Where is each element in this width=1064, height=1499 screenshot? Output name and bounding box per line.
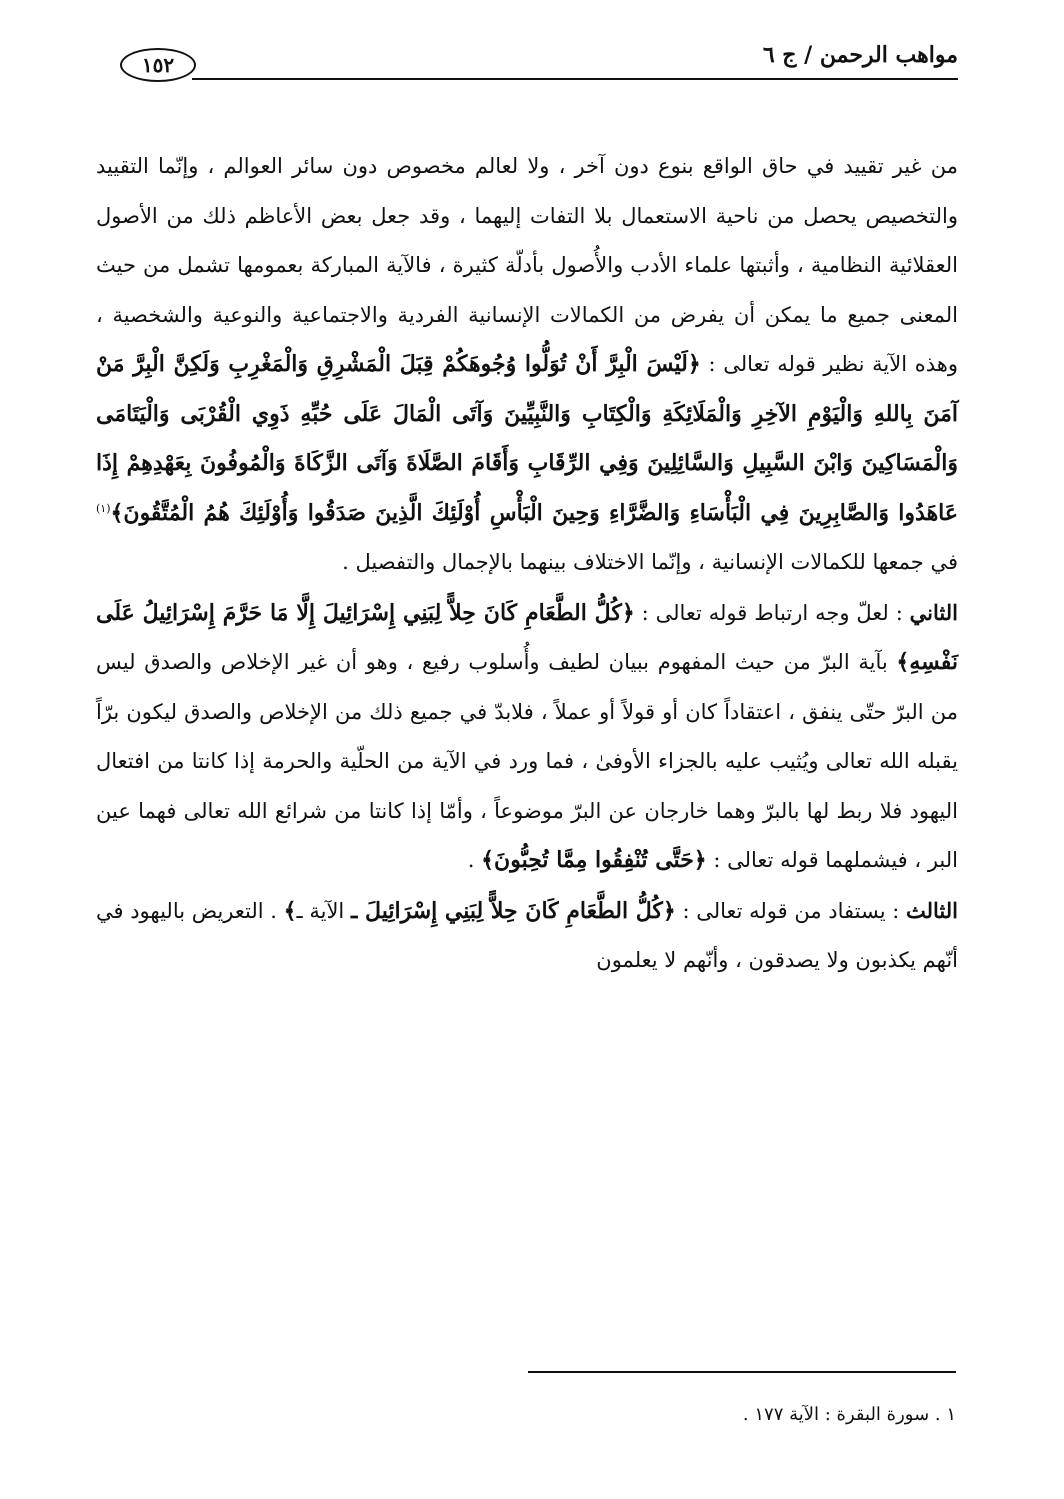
page-header <box>100 38 958 82</box>
paragraph-1-text: من غير تقييد في حاق الواقع بنوع دون آخر ، ولا لعالم مخصوص دون سائر العوالم ، وإنّما التقييد والتخصيص يحصل من ناحية الاستعمال بلا التفات إليهما ، وقد جعل بعض الأعاظم ذلك من الأصول العقلائية النظامية ، وأثبتها علماء الأدب والأُصول بأدلّة كثيرة ، فالآية المباركة بعمومها تشمل من حيث المعنى جميع ما يمكن أن يفرض من الكمالات الإنسانية الفردية والاجتماعية والنوعية والشخصية ، وهذه الآية نظير قوله تعالى : <box>96 154 958 376</box>
footnote: ١ . سورة البقرة : الآية ١٧٧ . <box>742 1404 956 1425</box>
quran-quote-al-imran-92: ﴿حَتَّى تُنْفِقُوا مِمَّا تُحِبُّونَ﴾ <box>481 847 707 873</box>
quran-quote-close: ﴾ <box>283 897 297 924</box>
footnote-rule <box>528 1371 956 1373</box>
paragraph-2-text-end: . <box>467 848 482 872</box>
paragraph-3-aya-word: الآية ـ <box>296 898 351 923</box>
paragraph-2-text: : لعلّ وجه ارتباط قوله تعالى : <box>634 600 910 625</box>
header-rule <box>192 78 958 80</box>
quran-quote-al-imran-93-short: ﴿كُلُّ الطَّعَامِ كَانَ حِلاًّ لِبَنِي إِسْرَائِيلَ ـ <box>350 897 676 924</box>
quran-quote-al-imran-93: ﴿كُلُّ الطَّعَامِ كَانَ حِلاًّ لِبَنِي إِسْرَائِيلَ إِلَّا مَا حَرَّمَ إِسْرَائِيلُ عَلَى نَفْسِهِ﴾ <box>96 599 958 675</box>
paragraph-3-text-end: . التعريض باليهود في أنّهم يكذبون ولا يصدقون ، وأنّهم لا يعلمون <box>95 898 958 972</box>
paragraph-2-text-middle: بآية البرّ من حيث المفهوم ببيان لطيف وأُسلوب رفيع ، وهو أن غير الإخلاص والصدق ليس من البرّ حتّى ينفق ، اعتقاداً كان أو قولاً أو عملاً ، فلابدّ في جميع ذلك من الإخلاص والصدق ليكون برّاً يقبله الله تعالى ويُثيب عليه بالجزاء الأوفىٰ ، فما ورد في الآية من الحلّية والحرمة إذا كانتا من افتعال اليهود فلا ربط لها بالبرّ وهما خارجان عن البرّ موضوعاً ، وأمّا إذا كانتا من شرائع الله تعالى فهما عين البر ، فيشملهما قوله تعالى : <box>96 650 958 872</box>
paragraph-3 <box>96 886 958 986</box>
body-text <box>96 142 958 986</box>
paragraph-3-text: : يستفاد من قوله تعالى : <box>675 898 906 923</box>
footnote-reference: (١) <box>96 501 111 515</box>
paragraph-3-label: الثالث <box>906 897 958 923</box>
paragraph-1-text-end: في جمعها للكمالات الإنسانية ، وإنّما الاختلاف بينهما بالإجمال والتفصيل . <box>342 550 958 574</box>
paragraph-2-label: الثاني <box>909 599 958 625</box>
paragraph-2 <box>96 588 958 886</box>
running-title: مواهب الرحمن / ج ٦ <box>762 42 958 68</box>
page-number: ١٥٢ <box>120 48 196 82</box>
quran-quote-baqarah-177: ﴿لَيْسَ الْبِرَّ أَنْ تُوَلُّوا وُجُوهَكُمْ قِبَلَ الْمَشْرِقِ وَالْمَغْرِبِ وَلَكِنَّ الْبِرَّ مَنْ آمَنَ بِاللهِ وَالْيَوْمِ الآخِرِ وَالْمَلَائِكَةِ وَالْكِتَابِ وَالنَّبِيِّينَ وَآتَى الْمَالَ عَلَى حُبِّهِ ذَوِي الْقُرْبَى وَالْيَتَامَى وَالْمَسَاكِينَ وَابْنَ السَّبِيلِ وَالسَّائِلِينَ وَفِي الرِّقَابِ وَأَقَامَ الصَّلَاةَ وَآتَى الزَّكَاةَ وَالْمُوفُونَ بِعَهْدِهِمْ إِذَا عَاهَدُوا وَالصَّابِرِينَ فِي الْبَأْسَاءِ وَالضَّرَّاءِ وَحِينَ الْبَأْسِ أُوْلَئِكَ الَّذِينَ صَدَقُوا وَأُوْلَئِكَ هُمُ الْمُتَّقُونَ﴾ <box>96 351 958 526</box>
paragraph-1 <box>96 142 958 588</box>
